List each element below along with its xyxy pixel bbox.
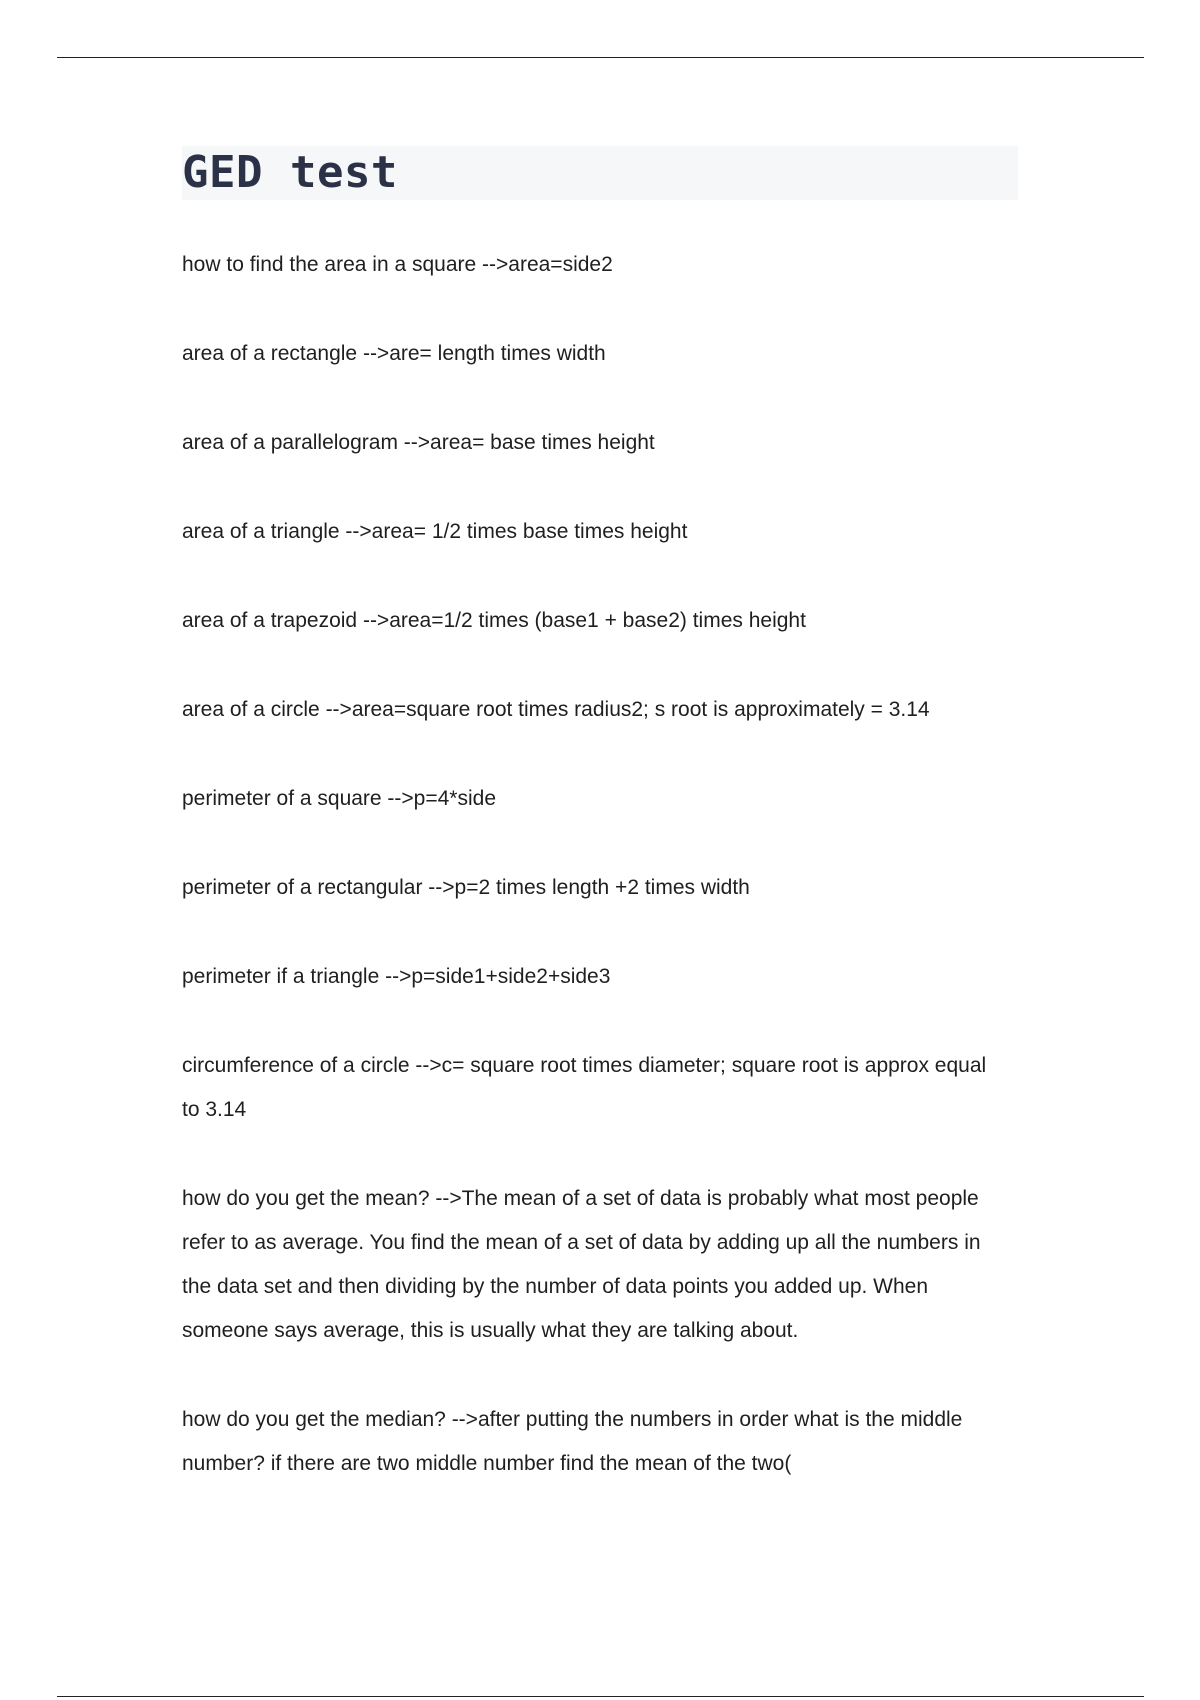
entry-perimeter-rectangle: perimeter of a rectangular -->p=2 times length +2 times width xyxy=(182,876,750,899)
entry-mean: how do you get the mean? -->The mean of a set of data is probably what most people refer to as average. You find the mean of a set of data by adding up all the numbers in the data set and then dividing by the number of data points you added up. When someone says average, this is usually what they are talking about. xyxy=(182,1187,981,1342)
entry-perimeter-square: perimeter of a square -->p=4*side xyxy=(182,787,497,810)
entry-area-square: how to find the area in a square -->area=side2 xyxy=(182,253,613,276)
title-bar xyxy=(182,146,1018,200)
entry-area-rectangle: area of a rectangle -->are= length times width xyxy=(182,342,606,365)
entry-circumference-circle: circumference of a circle -->c= square root times diameter; square root is approx equal to 3.14 xyxy=(182,1054,987,1121)
entry-median: how do you get the median? -->after putting the numbers in order what is the middle number? if there are two middle number find the mean of the two( xyxy=(182,1408,963,1475)
bottom-rule xyxy=(57,1696,1144,1697)
entry-perimeter-triangle: perimeter if a triangle -->p=side1+side2+side3 xyxy=(182,965,611,988)
entry-area-trapezoid: area of a trapezoid -->area=1/2 times (base1 + base2) times height xyxy=(182,609,806,632)
entry-area-triangle: area of a triangle -->area= 1/2 times base times height xyxy=(182,520,688,543)
top-rule xyxy=(57,57,1144,58)
flashcard-list xyxy=(182,243,1002,1531)
entry-area-circle: area of a circle -->area=square root times radius2; s root is approximately = 3.14 xyxy=(182,698,930,721)
entry-area-parallelogram: area of a parallelogram -->area= base times height xyxy=(182,431,655,454)
document-title: GED test xyxy=(182,147,398,198)
